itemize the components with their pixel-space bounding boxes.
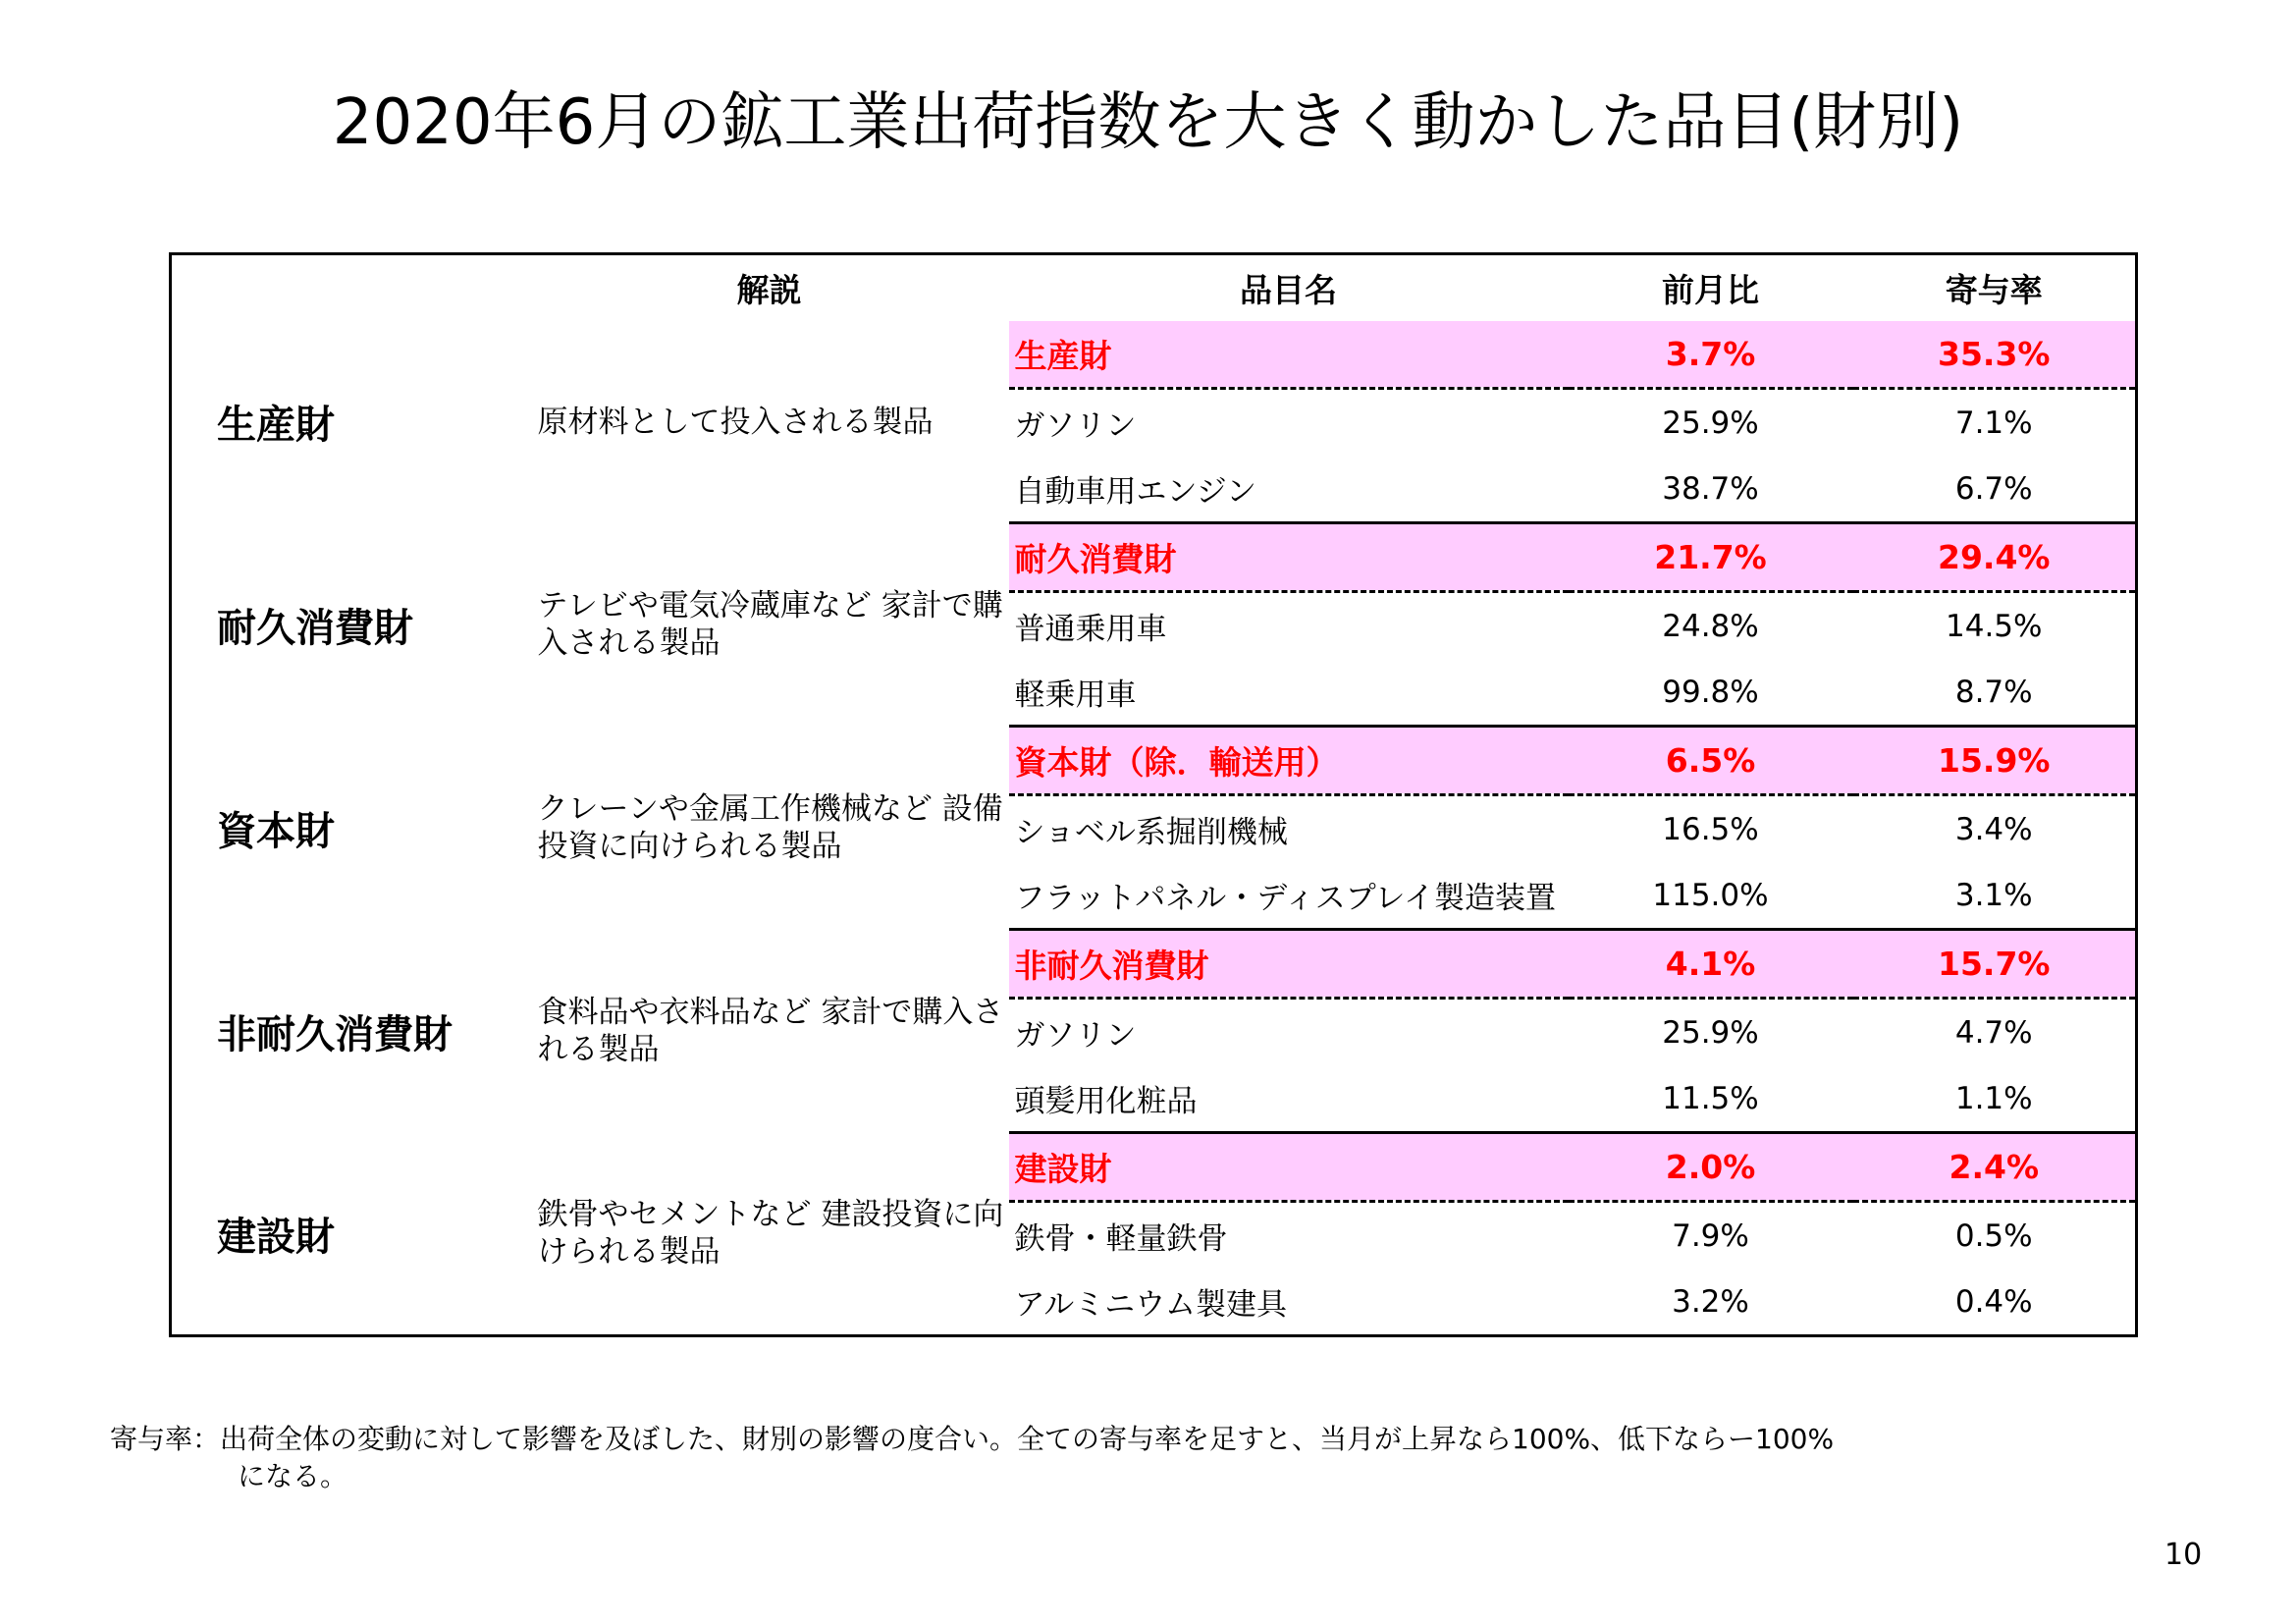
mom-change: 7.9% (1672, 1218, 1749, 1254)
category-label: 資本財 (217, 808, 335, 854)
group-summary-row (171, 1133, 2137, 1202)
category-description: 原材料として投入される製品 (537, 404, 934, 440)
group-summary-row (171, 930, 2137, 999)
mom-change: 11.5% (1569, 1065, 1853, 1133)
item-name: 鉄骨・軽量鉄骨 (1014, 1221, 1228, 1257)
item-name: 頭髪用化粧品 (1009, 1065, 1569, 1133)
mom-change: 25.9% (1662, 405, 1759, 441)
mom-change: 16.5% (1662, 811, 1759, 847)
header-item-name: 品目名 (1240, 271, 1337, 309)
contribution-rate: 14.5% (1946, 608, 2043, 644)
mom-change: 3.7% (1569, 321, 1853, 389)
footnote-line-2: になる。 (238, 1460, 348, 1492)
item-table (169, 252, 2138, 1337)
mom-change: 25.9% (1662, 1014, 1759, 1051)
item-name: ショベル系掘削機械 (1014, 815, 1288, 850)
item-name: 生産財 (1009, 321, 1569, 389)
item-name: フラットパネル・ディスプレイ製造装置 (1009, 862, 1569, 930)
footnote (110, 1421, 1834, 1495)
mom-change: 4.1% (1569, 930, 1853, 999)
contribution-rate: 0.4% (1853, 1269, 2137, 1336)
mom-change: 115.0% (1569, 862, 1853, 930)
mom-change: 24.8% (1662, 608, 1759, 644)
item-name: 耐久消費財 (1009, 523, 1569, 592)
group-summary-row (171, 523, 2137, 592)
item-name: 普通乗用車 (1014, 612, 1167, 647)
category-description: 鉄骨やセメントなど 建設投資に向けられる製品 (537, 1197, 1004, 1271)
footnote-line-1: 寄与率：出荷全体の変動に対して影響を及ぼした、財別の影響の度合い。全ての寄与率を足すと、当月が上昇なら100%、低下ならー100% (110, 1423, 1835, 1455)
header-description: 解説 (736, 271, 802, 309)
category-label: 建設財 (217, 1214, 335, 1260)
mom-change: 2.0% (1569, 1133, 1853, 1202)
category-description: 食料品や衣料品など 家計で購入される製品 (537, 995, 1004, 1067)
contribution-rate: 2.4% (1853, 1133, 2137, 1202)
mom-change: 6.5% (1569, 727, 1853, 795)
group-summary-row (171, 727, 2137, 795)
item-name: 軽乗用車 (1009, 659, 1569, 727)
contribution-rate: 3.1% (1853, 862, 2137, 930)
item-name: 建設財 (1009, 1133, 1569, 1202)
item-name: 資本財（除．輸送用） (1009, 727, 1569, 795)
mom-change: 21.7% (1569, 523, 1853, 592)
item-name: 自動車用エンジン (1009, 456, 1569, 523)
category-label: 耐久消費財 (217, 605, 413, 651)
contribution-rate: 15.9% (1853, 727, 2137, 795)
item-name: ガソリン (1014, 408, 1137, 444)
header-category (171, 254, 530, 322)
contribution-rate: 8.7% (1853, 659, 2137, 727)
contribution-rate: 7.1% (1954, 405, 2033, 441)
table-header-row (171, 254, 2137, 322)
page-title: 2020年6月の鉱工業出荷指数を大きく動かした品目(財別) (332, 86, 1964, 159)
contribution-rate: 35.3% (1853, 321, 2137, 389)
header-mom-change: 前月比 (1662, 271, 1759, 309)
category-label: 非耐久消費財 (217, 1011, 453, 1057)
header-contribution: 寄与率 (1945, 271, 2043, 309)
group-summary-row (171, 321, 2137, 389)
item-name: ガソリン (1014, 1018, 1137, 1054)
mom-change: 3.2% (1569, 1269, 1853, 1336)
category-description: クレーンや金属工作機械など 設備投資に向けられる製品 (537, 791, 1003, 864)
contribution-rate: 4.7% (1954, 1014, 2033, 1051)
item-name: 非耐久消費財 (1009, 930, 1569, 999)
contribution-rate: 3.4% (1954, 811, 2033, 847)
item-name: アルミニウム製建具 (1009, 1269, 1569, 1336)
contribution-rate: 29.4% (1853, 523, 2137, 592)
contribution-rate: 15.7% (1853, 930, 2137, 999)
category-label: 生産財 (217, 403, 335, 449)
contribution-rate: 1.1% (1853, 1065, 2137, 1133)
contribution-rate: 6.7% (1853, 456, 2137, 523)
page-number: 10 (2164, 1538, 2203, 1572)
contribution-rate: 0.5% (1954, 1218, 2033, 1254)
category-description: テレビや電気冷蔵庫など 家計で購入される製品 (537, 588, 1003, 661)
mom-change: 99.8% (1569, 659, 1853, 727)
mom-change: 38.7% (1569, 456, 1853, 523)
